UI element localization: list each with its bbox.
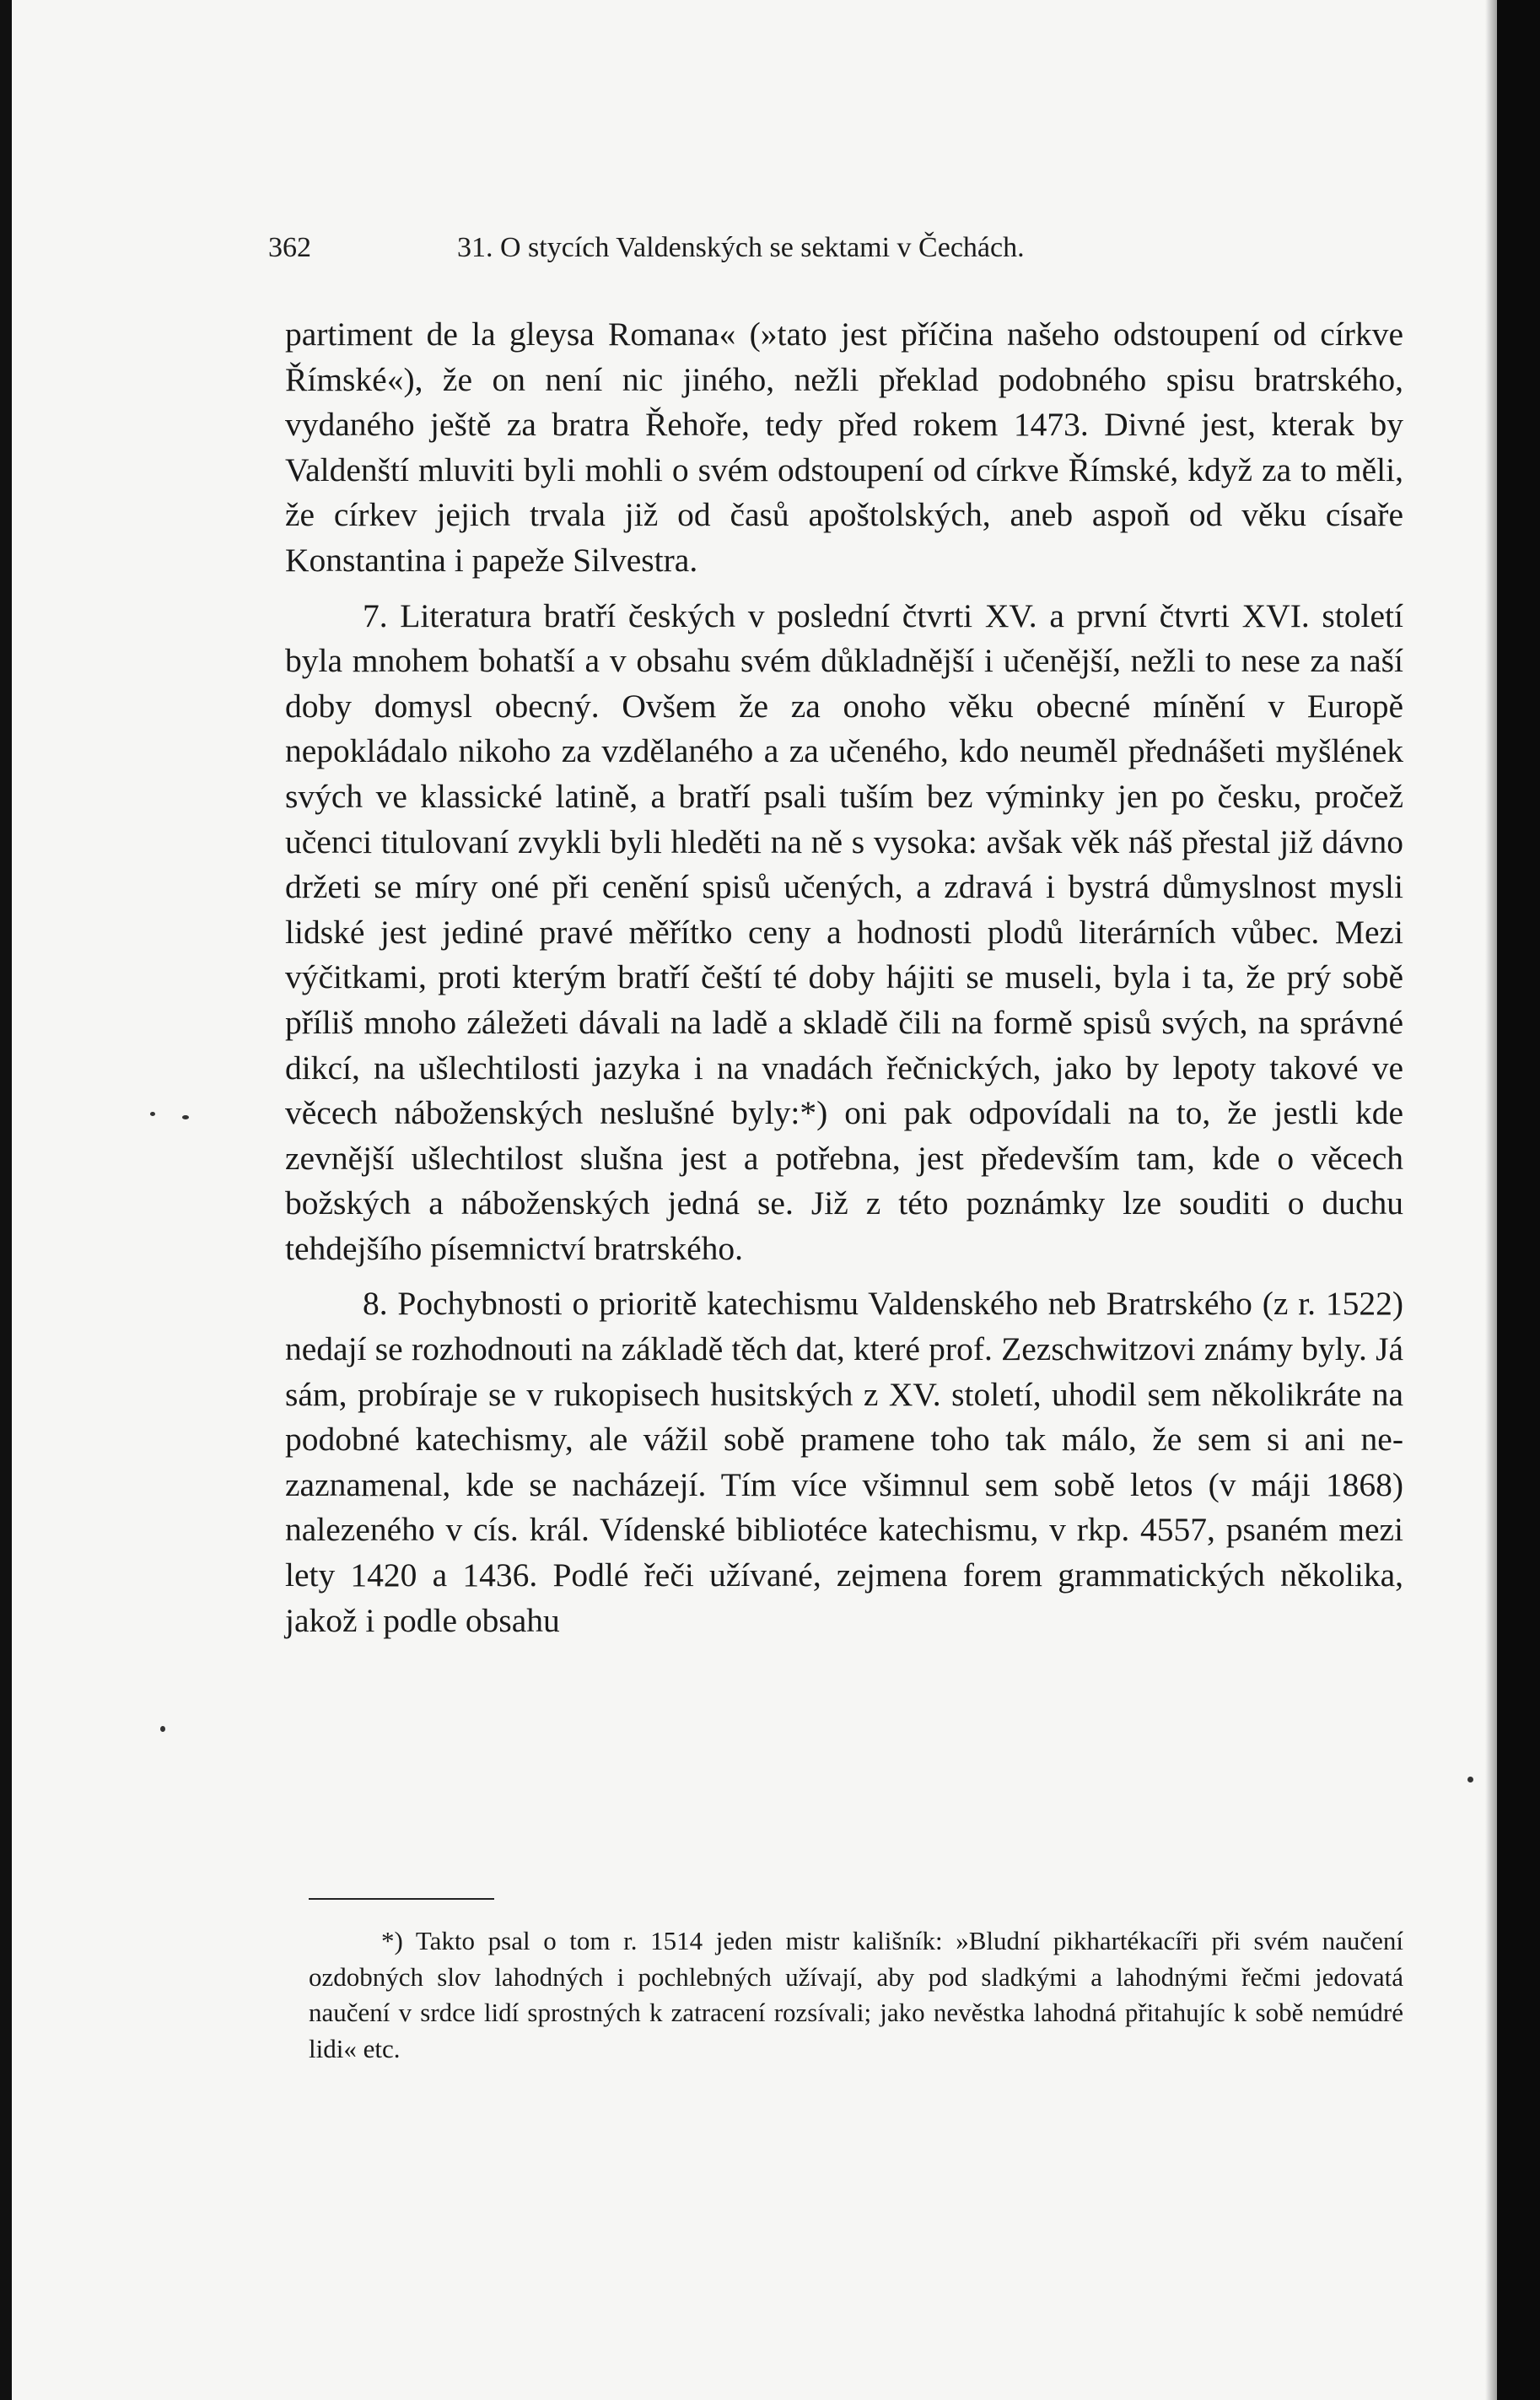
scan-speck [1467,1777,1473,1782]
footnote-rule [309,1898,494,1900]
paragraph-section-8: 8. Pochybnosti o prioritě katechismu Valdenského neb Bratrského (z r. 1522) nedají se rozhodnouti na základě těch dat, které prof. Zezschwitzovi známy byly. Já sám, probíraje se v rukopisech husitských z XV. století, uhodil sem několikráte na podobné katechismy, ale vážil sobě pramene toho tak málo, že sem si ani nezaznamenal, kde se nacházejí. Tím více všimnul sem sobě letos (v máji 1868) nalezeného v cís. král. Vídenské bibliotéce katechismu, v rkp. 4557, psaném mezi lety 1420 a 1436. Podlé řeči užívané, zejmena forem grammatických několika, jakož i podle obsahu [285,1285,1403,1639]
paragraph-continuation: partiment de la gleysa Romana« (»tato jest příčina našeho odstoupení od církve Římské«), že on není nic jiného, nežli překlad podobného spisu bratrského, vydaného ještě za bratra Řehoře, tedy před rokem 1473. Divné jest, kterak by Valdenští mluviti byli mohli o svém odstoupení od církve Římské, když za to měli, že církev jejich trvala již od časů apoštolských, aneb aspoň od věku císaře Konstantina i papeže Silvestra. [285,316,1403,579]
book-page [12,0,1497,2400]
paragraph-section-7: 7. Literatura bratří českých v poslední čtvrti XV. a první čtvrti XVI. století byla mnohem bohatší a v obsahu svém důkladnější i učenější, nežli to nese za naší doby domysl obecný. Ovšem že za onoho věku obecné mínění v Europě nepokládalo nikoho za vzdělaného a za učeného, kdo neuměl přednášeti myšlének svých ve klassické latině, a bratří psali tuším bez výminky jen po česku, pročež učenci titulovaní zvykli byli hleděti na ně s vysoka: avšak věk náš přestal již dávno držeti se míry oné při cenění spisů učených, a zdravá i bystrá důmyslnost mysli lidské jest jediné pravé měřítko ceny a hodnosti plodů literárních vůbec. Mezi výčitkami, proti kterým bratří čeští té doby hájiti se museli, byla i ta, že prý sobě příliš mnoho záležeti dávali na ladě a skladě čili na formě spisů svých, na správné dikcí, na ušlechtilosti jazyka i na vnadách řečnických, jako by lepoty takové ve věcech náboženských neslušné byly:*) oni pak odpovídali na to, že jestli kde zevnější ušlechtilost slušna jest a potřebna, jest především tam, kde o věcech božských a náboženských jedná se. Již z této poznámky lze souditi o duchu tehdejšího písemnictví bratrského. [285,596,1403,1267]
main-text [285,312,1403,1643]
page-gutter-shadow [1485,0,1497,2400]
footnote: *) Takto psal o tom r. 1514 jeden mistr kališník: »Bludní pikhartékacíři při svém naučení ozdobných slov lahodných i pochlebných užívají, aby pod sladkými a lahodnými řečmi jedovatá naučení v srdce lidí sprostných k zatracení rozsívali; jako nevěstka lahodná přitahujíc k sobě nemúdré lidi« etc. [309,1926,1403,2063]
scan-speck [160,1726,165,1732]
page-number: 362 [268,232,311,263]
scan-speck [150,1112,155,1116]
scan-border-left [0,0,12,2400]
running-title: 31. O stycích Valdenských se sektami v Čechách. [457,232,1025,263]
running-header [268,226,1213,270]
scan-border-right [1497,0,1540,2400]
scan-speck [182,1115,189,1119]
